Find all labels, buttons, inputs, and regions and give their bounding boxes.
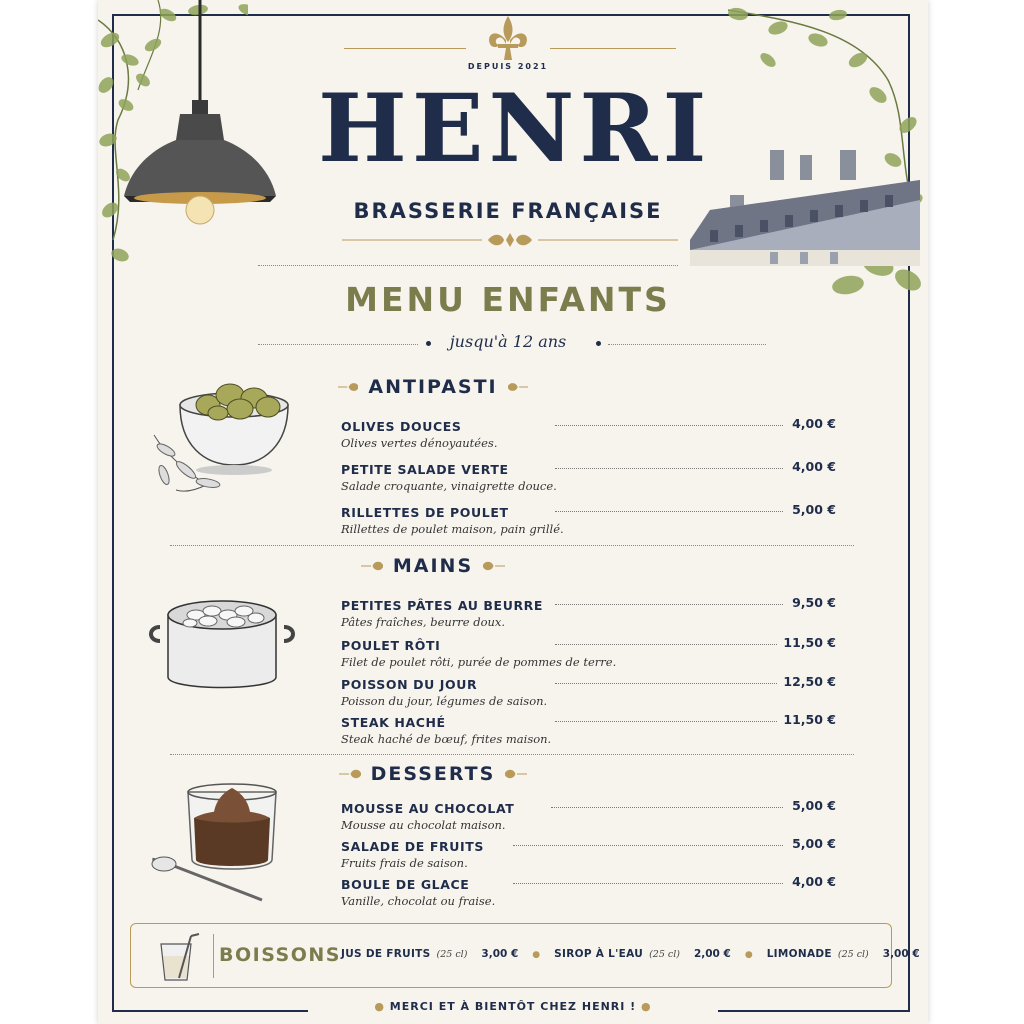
item-name: OLIVES DOUCES [341, 419, 462, 434]
drink-name: LIMONADE [766, 948, 832, 960]
leader-dots [555, 425, 783, 426]
flourish-icon [505, 769, 527, 779]
drink-name: SIROP À L'EAU [554, 948, 644, 960]
leader-dots [555, 511, 783, 512]
section-title: DESSERTS [370, 763, 496, 785]
flourish-icon [483, 561, 505, 571]
flourish-icon [508, 382, 528, 392]
item-name: STEAK HACHÉ [341, 715, 446, 730]
item-price: 5,00 € [792, 836, 836, 851]
drink-separator-dot: ● [532, 950, 541, 960]
parisian-building-illustration [690, 150, 920, 270]
item-name: POISSON DU JOUR [341, 677, 478, 692]
menu-item [341, 874, 836, 908]
item-description: Olives vertes dénoyautées. [341, 436, 498, 450]
drink-separator-dot: ● [744, 950, 753, 960]
drinks-title: BOISSONS [219, 944, 341, 966]
section-divider [170, 545, 854, 546]
menu-item [341, 674, 836, 708]
leader-dots [555, 683, 777, 684]
menu-item [341, 635, 836, 669]
menu-item [341, 836, 836, 870]
leader-dots [551, 807, 783, 808]
section-title: MAINS [392, 555, 474, 577]
leader-dots [555, 644, 777, 645]
section-title: ANTIPASTI [368, 376, 498, 398]
drinks-list [341, 948, 920, 960]
footer-text: MERCI ET À BIENTÔT CHEZ HENRI ! [389, 1000, 637, 1013]
fleur-de-lis-icon [484, 14, 532, 64]
since-label: DEPUIS 2021 [467, 62, 549, 71]
pendant-lamp-illustration [120, 0, 280, 230]
leader-dots [555, 604, 783, 605]
drink-volume: (25 cl) [837, 949, 869, 960]
item-price: 4,00 € [792, 459, 836, 474]
age-line-right [608, 344, 766, 345]
section-header-desserts [338, 763, 528, 785]
item-name: RILLETTES DE POULET [341, 505, 509, 520]
item-name: BOULE DE GLACE [341, 877, 470, 892]
item-name: MOUSSE AU CHOCOLAT [341, 801, 515, 816]
drink-name: JUS DE FRUITS [341, 948, 431, 960]
menu-item [341, 459, 836, 493]
flourish-icon [361, 561, 383, 571]
item-price: 11,50 € [783, 712, 836, 727]
brand-title: HENRI [318, 74, 712, 184]
leader-dots [513, 883, 783, 884]
item-name: POULET RÔTI [341, 638, 441, 653]
crest-line-left [344, 48, 466, 49]
drinks-box [130, 923, 920, 988]
item-description: Pâtes fraîches, beurre doux. [341, 615, 506, 629]
item-name: PETITES PÂTES AU BEURRE [341, 598, 544, 613]
item-description: Poisson du jour, légumes de saison. [341, 694, 548, 708]
item-price: 5,00 € [792, 502, 836, 517]
item-description: Salade croquante, vinaigrette douce. [341, 479, 557, 493]
section-header-antipasti [338, 376, 528, 398]
header-ornament [342, 230, 678, 250]
item-price: 9,50 € [792, 595, 836, 610]
olive-bowl-illustration [146, 375, 296, 500]
age-bullet-right [596, 341, 601, 346]
item-description: Steak haché de bœuf, frites maison. [341, 732, 552, 746]
header-divider [258, 265, 678, 266]
cooking-pot-illustration [146, 585, 298, 700]
menu-item [341, 712, 836, 746]
age-note: jusqu'à 12 ans [449, 332, 567, 351]
leader-dots [555, 468, 783, 469]
item-description: Filet de poulet rôti, purée de pommes de terre. [341, 655, 617, 669]
item-price: 5,00 € [792, 798, 836, 813]
leader-dots [513, 845, 783, 846]
footer-dot: ● [374, 1000, 390, 1013]
item-price: 4,00 € [792, 874, 836, 889]
section-divider [170, 754, 854, 755]
drink-price: 3,00 € [882, 948, 920, 960]
drink-volume: (25 cl) [436, 949, 468, 960]
footer-dot: ● [641, 1000, 652, 1013]
drink-glass-icon [157, 930, 203, 984]
section-header-mains [338, 555, 528, 577]
leader-dots [555, 721, 777, 722]
item-name: SALADE DE FRUITS [341, 839, 484, 854]
drink-price: 3,00 € [481, 948, 519, 960]
menu-item [341, 595, 836, 629]
item-name: PETITE SALADE VERTE [341, 462, 509, 477]
menu-title: MENU ENFANTS [345, 280, 671, 319]
menu-item [341, 798, 836, 832]
item-price: 11,50 € [783, 635, 836, 650]
brand-subtitle: BRASSERIE FRANÇAISE [353, 199, 663, 223]
drinks-divider [213, 934, 214, 978]
item-price: 12,50 € [783, 674, 836, 689]
chocolate-mousse-cup-illustration [150, 780, 290, 905]
drink-volume: (25 cl) [649, 949, 680, 960]
item-description: Mousse au chocolat maison. [341, 818, 506, 832]
item-description: Vanille, chocolat ou fraise. [341, 894, 496, 908]
menu-item [341, 416, 836, 450]
crest-line-right [550, 48, 676, 49]
menu-page [98, 0, 928, 1024]
drink-price: 2,00 € [693, 948, 731, 960]
flourish-icon [339, 769, 361, 779]
footer-message [308, 1000, 718, 1013]
menu-item [341, 502, 836, 536]
item-description: Rillettes de poulet maison, pain grillé. [341, 522, 564, 536]
item-description: Fruits frais de saison. [341, 856, 468, 870]
item-price: 4,00 € [792, 416, 836, 431]
flourish-icon [338, 382, 358, 392]
